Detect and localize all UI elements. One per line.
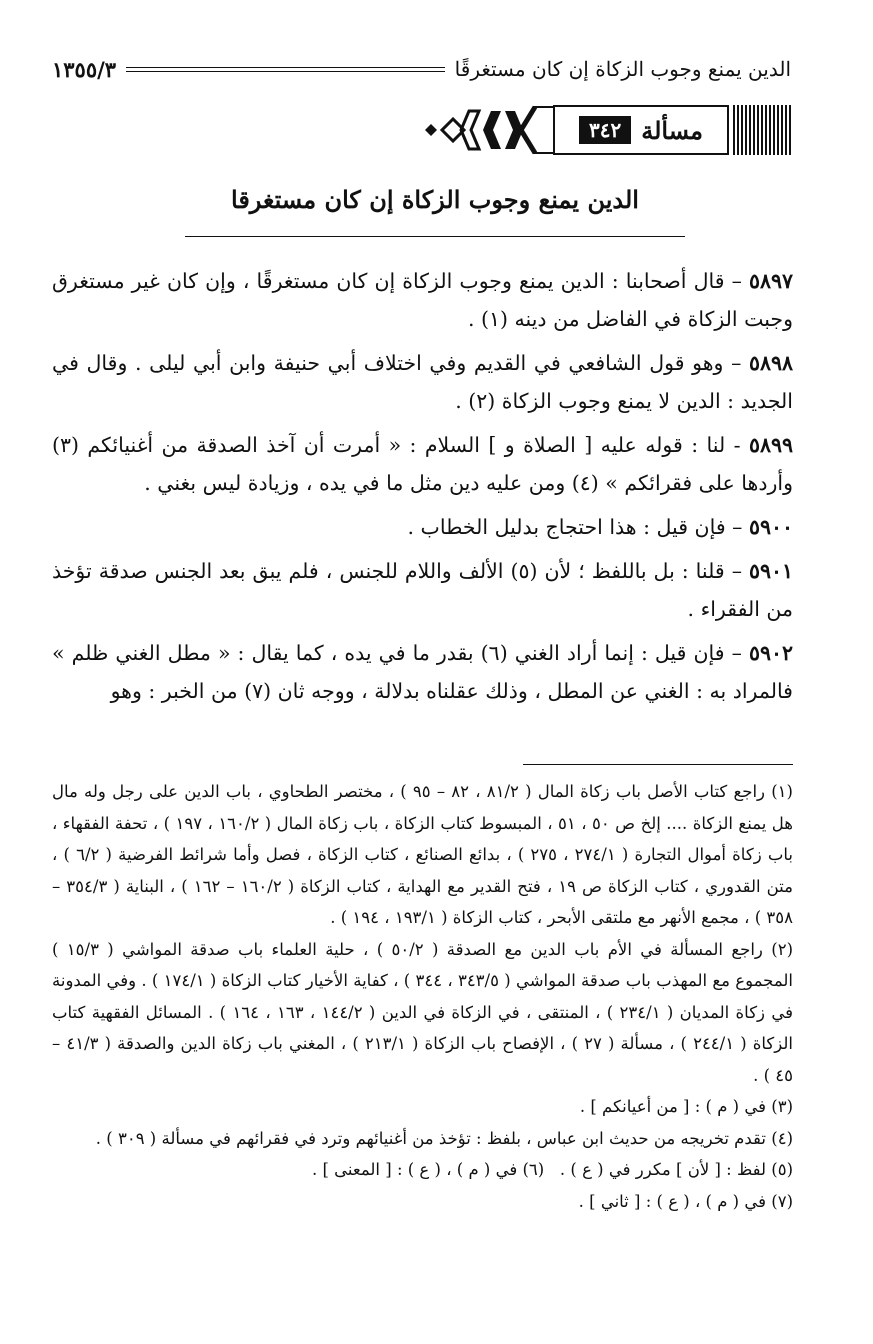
masala-banner [423,105,793,155]
paragraph [52,634,793,710]
paragraph-number: ٥٩٠١ [748,559,793,583]
paragraph-text: – قلنا : بل باللفظ ؛ لأن (٥) الألف واللام للجنس ، فلم يبق بعد الجنس صدقة تؤخذ من الفقراء . [52,559,793,621]
paragraph-text: - لنا : قوله عليه [ الصلاة و ] السلام : « أمرت أن آخذ الصدقة من أغنيائكم (٣) وأردها على فقرائكم » (٤) ومن عليه دين مثل ما في يده ، وزيادة ليس بغني . [52,433,793,495]
footnote-2: (٢) راجع المسألة في الأم باب الدين مع الصدقة ( ٥٠/٢ ) ، حلية العلماء باب صدقة المواشي ( ١٥/٣ ) المجموع مع المهذب باب صدقة المواشي ( ٣٤٣/٥ ، ٣٤٤ ) ، كفاية الأخيار كتاب الزكاة ( ١٧٤/١ ) . وفي المدونة في زكاة المديان ( ٢٣٤/١ ) ، المنتقى ، في الزكاة في الدين ( ١٤٤/٢ ، ١٦٣ ، ١٦٤ ) . المسائل الفقهية كتاب الزكاة ( ٢٤٤/١ ) ، مسألة ( ٢٧ ) ، الإفصاح باب الزكاة ( ٢١٣/١ ) ، المغني باب زكاة الدين والصدقة ( ٤١/٣ – ٤٥ ) . [52,939,793,1085]
footnote-7: (٧) في ( م ) ، ( ع ) : [ ثاني ] . [578,1191,793,1211]
masala-number: ٣٤٢ [579,116,631,144]
paragraph-number: ٥٨٩٨ [748,351,793,375]
paragraph-number: ٥٨٩٩ [748,433,793,457]
paragraph-number: ٥٨٩٧ [748,269,793,293]
paragraph-text: – وهو قول الشافعي في القديم وفي اختلاف أبي حنيفة وابن أبي ليلى . وقال في الجديد : الدين لا يمنع وجوب الزكاة (٢) . [52,351,793,413]
paragraph [52,552,793,628]
masala-label-box [553,105,729,155]
paragraph [52,426,793,502]
paragraph-number: ٥٩٠٢ [748,641,793,665]
paragraph-text: – فإن قيل : إنما أراد الغني (٦) بقدر ما في يده ، كما يقال : « مطل الغني ظلم » فالمراد به : الغني عن المطل ، وذلك عقلناه بدلالة ، ووجه ثان (٧) من الخبر : وهو [52,641,793,703]
paragraph-text: – فإن قيل : هذا احتجاج بدليل الخطاب . [407,515,749,539]
paragraph [52,508,793,546]
chapter-title: الدين يمنع وجوب الزكاة إن كان مستغرقا [231,185,639,214]
running-header [52,52,791,86]
chapter-underline [185,236,685,237]
main-text [52,262,793,716]
paragraph-number: ٥٩٠٠ [748,515,793,539]
paragraph [52,262,793,338]
footnote-separator [523,764,793,765]
footnote-4: (٤) تقدم تخريجه من حديث ابن عباس ، بلفظ : تؤخذ من أغنيائهم وترد في فقرائهم في مسألة ( ٣٠٩ ) . [95,1128,793,1148]
masala-label: مسألة [641,115,703,145]
header-double-rule [126,67,445,72]
paragraph [52,344,793,420]
footnote-6: (٦) في ( م ) ، ( ع ) : [ المعنى ] . [312,1160,545,1179]
paragraph-text: – قال أصحابنا : الدين يمنع وجوب الزكاة إن كان مستغرقًا ، وإن كان غير مستغرق وجبت الزكاة في الفاضل من دينه (١) . [52,269,793,331]
footnote-3: (٣) في ( م ) : [ من أعيانكم ] . [579,1097,793,1116]
ornament-icon [423,105,553,155]
banner-bar-pattern [733,105,793,155]
footnotes [52,776,793,1217]
footnote-1: (١) راجع كتاب الأصل باب زكاة المال ( ٨١/٢ ، ٨٢ – ٩٥ ) ، مختصر الطحاوي ، باب الدين على رجل وله مال هل يمنع الزكاة .... إلخ ص ٥٠ ، ٥١ ، المبسوط كتاب الزكاة ، باب زكاة المال ( ١٦٠/٢ ، ١٩٧ ) ، تحفة الفقهاء ، باب زكاة أموال التجارة ( ٢٧٤/١ ، ٢٧٥ ) ، بدائع الصنائع ، كتاب الزكاة ، فصل وأما شرائط الفرضية ( ٦/٢ ) ، متن القدوري ، كتاب الزكاة ص ١٩ ، فتح القدير مع الهداية ، كتاب الزكاة ( ١٦٠/٢ – ١٦٢ ) ، البناية ( ٣٥٤/٣ – ٣٥٨ ) ، مجمع الأنهر مع ملتقى الأبحر ، كتاب الزكاة ( ١٩٣/١ ، ١٩٤ ) . [52,782,793,927]
running-title: الدين يمنع وجوب الزكاة إن كان مستغرقًا [454,57,791,81]
footnote-row [52,1154,793,1186]
footnote-5: (٥) لفظ : [ لأن ] مكرر في ( ع ) . [559,1160,793,1179]
page-reference: ١٣٥٥/٣ [52,56,117,82]
